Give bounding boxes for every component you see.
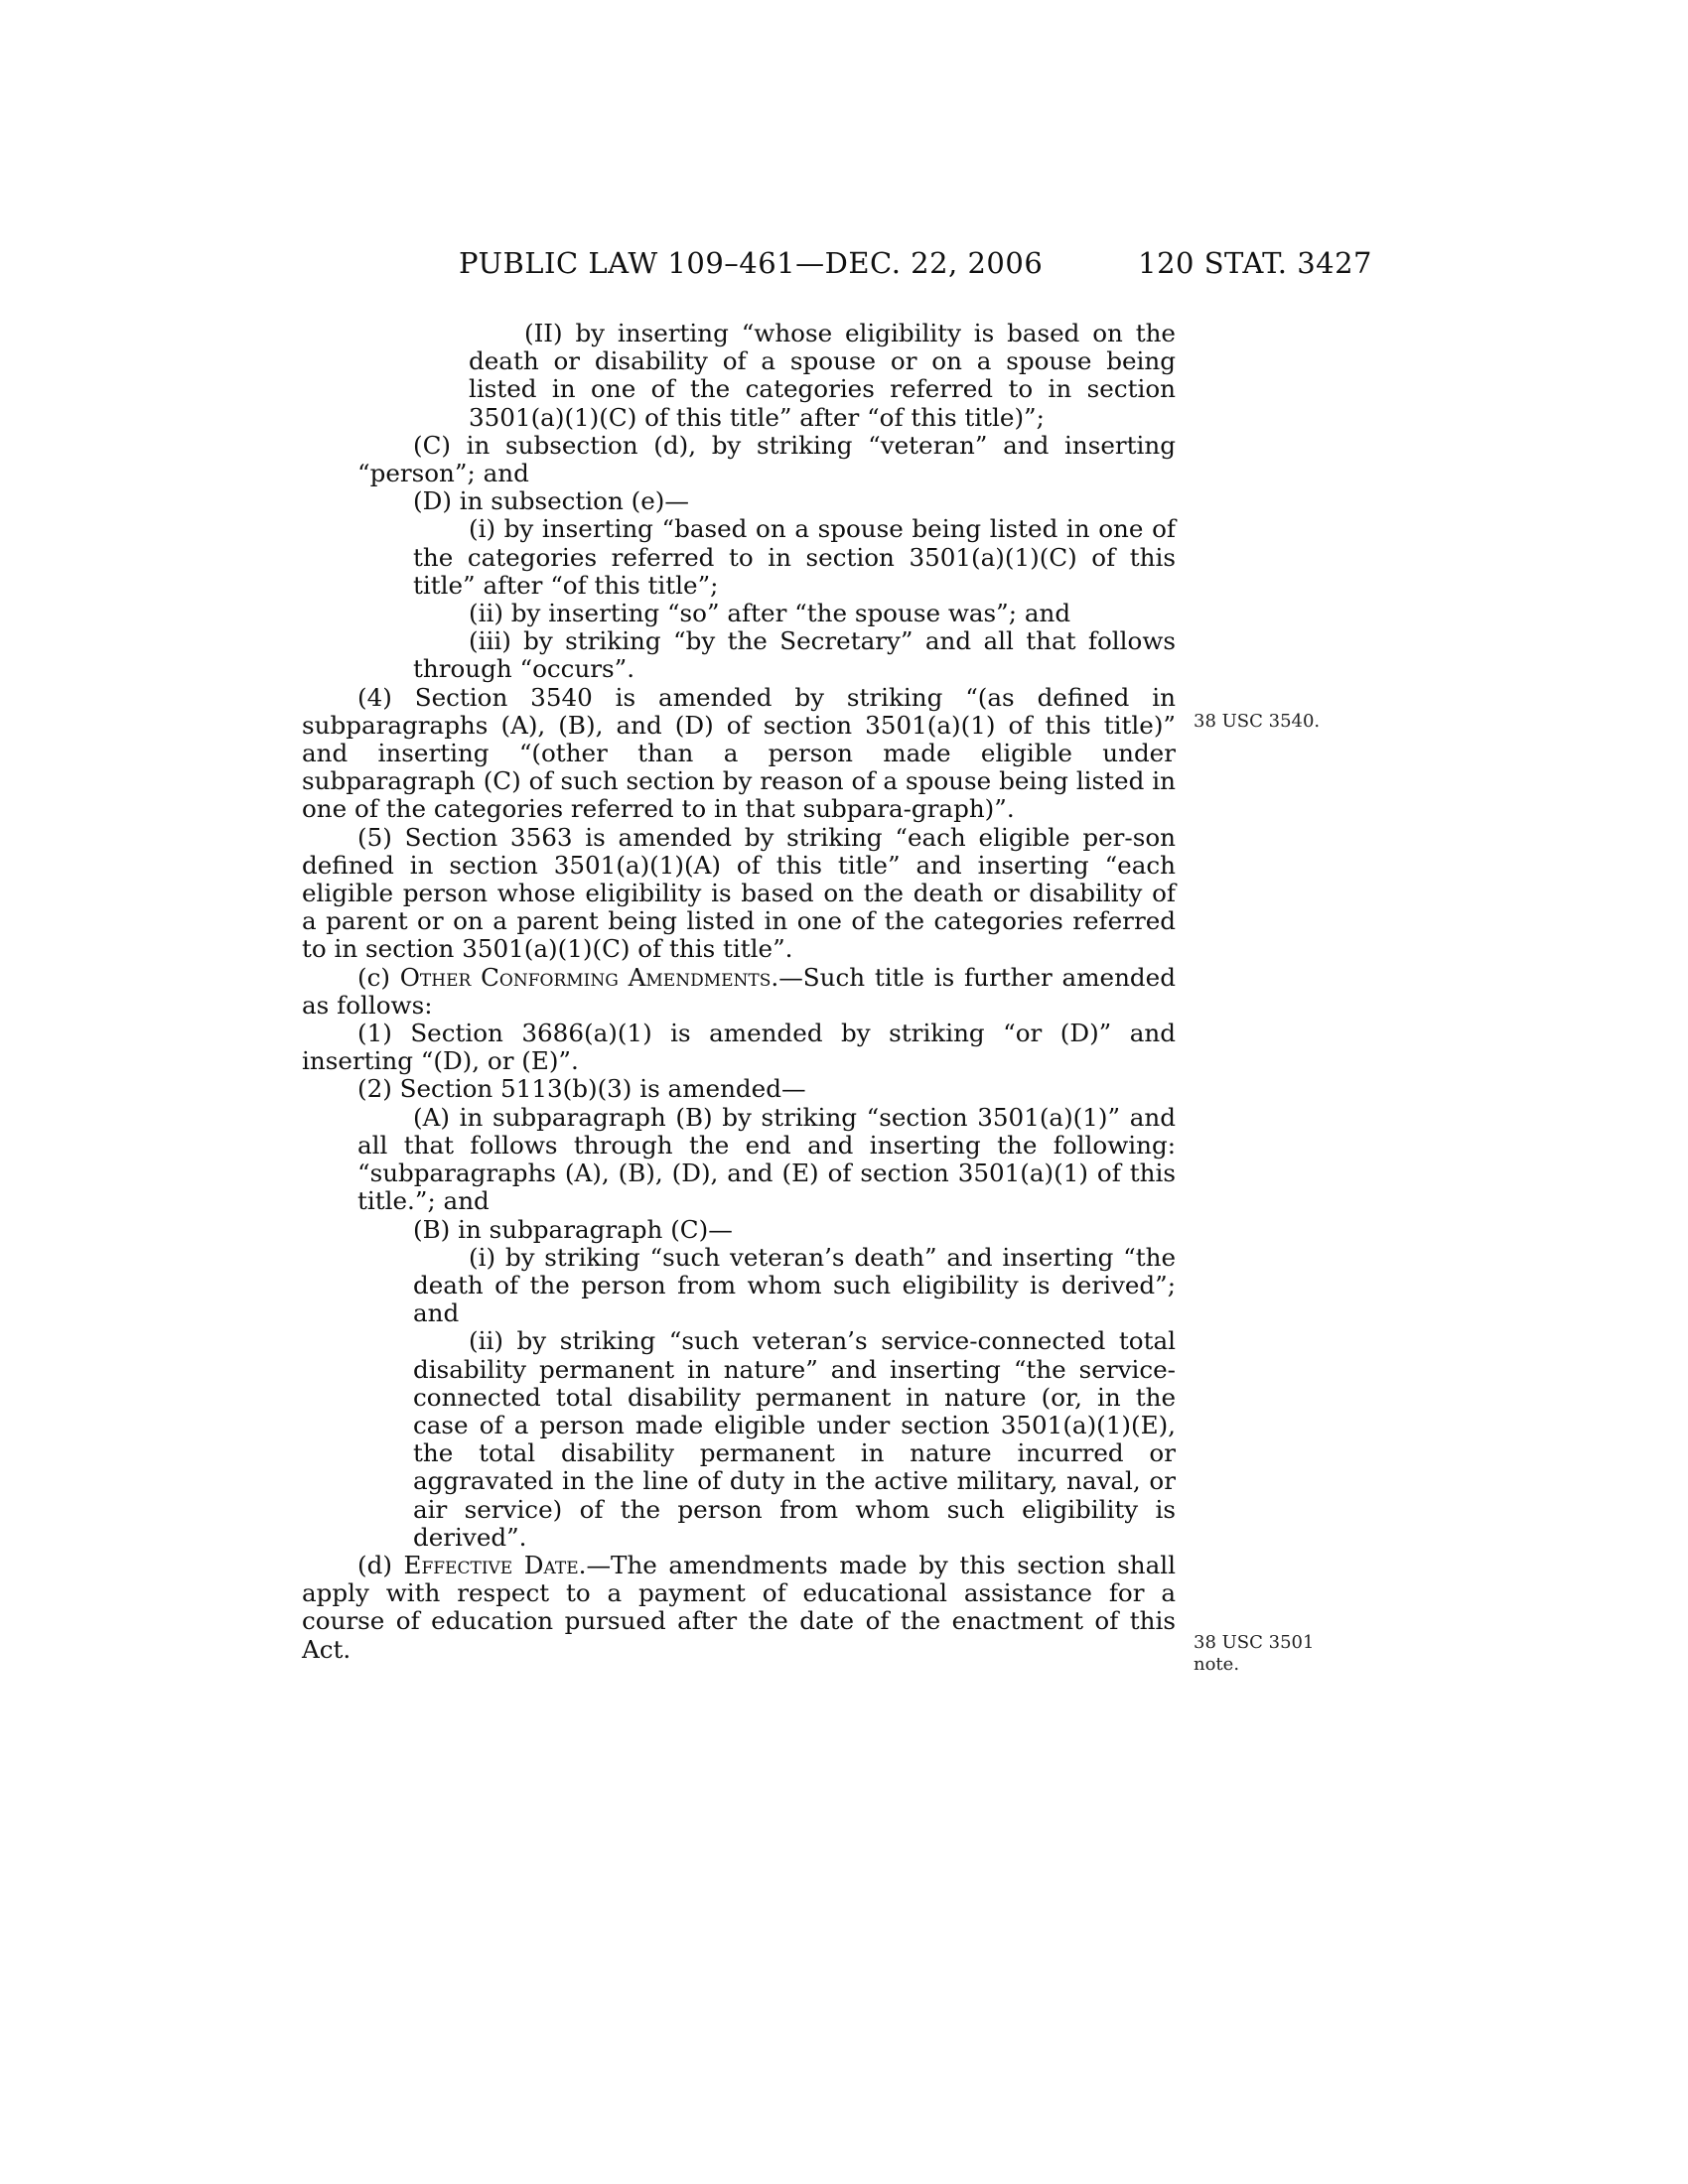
para-subclause-II: (II) by inserting “whose eligibility is based on the death or disability of a spouse or on a spouse being listed in one of the categories referred to in section 3501(a)(1)(C) of this title” after “of this title)”; [469,319,1176,432]
para-1-section-3686: (1) Section 3686(a)(1) is amended by striking “or (D)” and inserting “(D), or (E)”. [302,1019,1176,1076]
para-clause-ii-disability: (ii) by striking “such veteran’s service-connected total disability permanent in nature” and inserting “the service-connected total disability permanent in nature (or, in the case of a person made eligible under section 3501(a)(1)(E), the total disability permanent in nature incurred or aggravated in the line of duty in the active military, naval, or air service) of the person from whom such eligibility is derived”. [413,1326,1176,1552]
para-clause-iii: (iii) by striking “by the Secretary” and all that follows through “occurs”. [413,626,1176,684]
para-d-caption: Effective Date [403,1550,579,1579]
para-subparagraph-D: (D) in subsection (e)— [413,486,689,516]
para-clause-i: (i) by inserting “based on a spouse being listed in one of the categories referred to in section 3501(a)(1)(C) of this title” after “of this title”; [413,514,1176,600]
para-2-section-5113: (2) Section 5113(b)(3) is amended— [357,1074,806,1104]
para-c-caption: Other Conforming Amendments [399,962,772,992]
para-5-section-3563: (5) Section 3563 is amended by striking “each eligible per-son defined in section 3501(a)(1)(A) of this title” and inserting “each eligible person whose eligibility is based on the death or disability of a parent or on a parent being listed in one of the categories referred to in section 3501(a)(1)(C) of this title”. [302,822,1176,964]
para-d-effective-date [302,1552,1176,1664]
running-header [459,246,1372,286]
para-subparagraph-C: (C) in subsection (d), by striking “veteran” and inserting “person”; and [357,430,1176,488]
para-clause-ii: (ii) by inserting “so” after “the spouse was”; and [469,599,1071,628]
para-c-text: .—Such title is further amended as follows: [302,962,1176,1020]
header-public-law: PUBLIC LAW 109–461—DEC. 22, 2006 [459,246,1044,280]
margin-note-38-usc-3540: 38 USC 3540. [1194,711,1321,732]
para-B-subparagraph-C: (B) in subparagraph (C)— [413,1214,733,1244]
header-statute-page: 120 STAT. 3427 [1138,246,1372,280]
para-d-text: .—The amendments made by this section shall apply with respect to a payment of educational assistance for a course of education pursued after the date of the enactment of this Act. [302,1550,1176,1664]
para-d-lead: (d) [357,1550,404,1579]
margin-note-38-usc-3501: 38 USC 3501 [1194,1632,1315,1653]
para-c-other-conforming [302,964,1176,1020]
para-4-section-3540: (4) Section 3540 is amended by striking “(as defined in subparagraphs (A), (B), and (D) of section 3501(a)(1) of this title)” and inserting “(other than a person made eligible under subparagraph (C) of such section by reason of a spouse being listed in one of the categories referred to in that subpara-graph)”. [302,682,1176,824]
para-A-subparagraph-B: (A) in subparagraph (B) by striking “section 3501(a)(1)” and all that follows through the end and inserting the following: “subparagraphs (A), (B), (D), and (E) of section 3501(a)(1) of this title.”; and [357,1102,1176,1216]
body-text [302,320,1176,1664]
margin-note-note: note. [1194,1654,1240,1675]
para-clause-i-veteran-death: (i) by striking “such veteran’s death” and inserting “the death of the person from whom such eligibility is derived”; and [413,1242,1176,1328]
para-c-lead: (c) [357,962,400,992]
